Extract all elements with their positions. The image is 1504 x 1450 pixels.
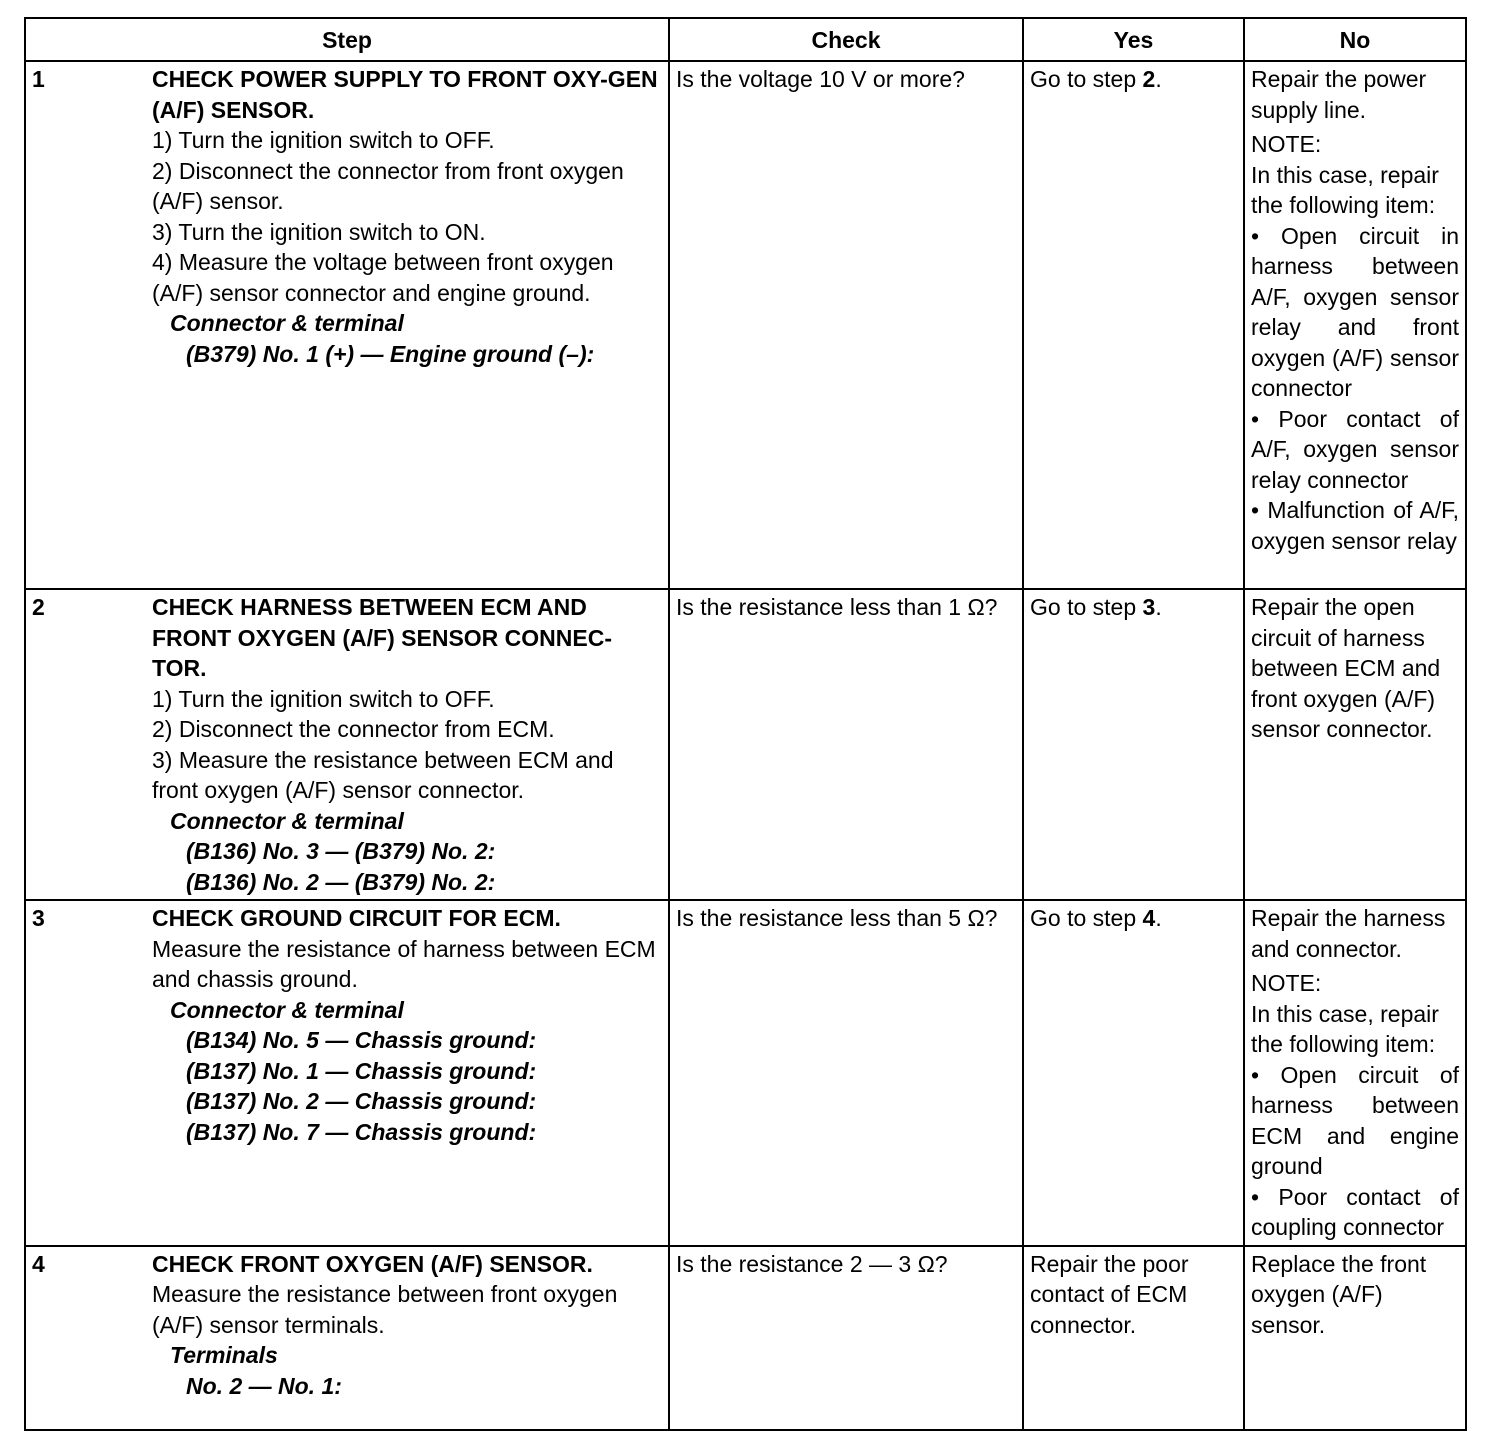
note-label: NOTE: — [1251, 131, 1322, 157]
column-header-step: Step — [25, 18, 669, 61]
note-bullet: • Open circuit of harness between ECM and engine ground — [1251, 1061, 1459, 1179]
no-cell — [1244, 61, 1466, 589]
no-cell — [1244, 1246, 1466, 1430]
spec-heading: Connector & terminal — [170, 310, 404, 336]
no-action: Replace the front oxygen (A/F) sensor. — [1251, 1250, 1427, 1338]
yes-prefix: Go to step — [1030, 594, 1143, 620]
step-title: CHECK FRONT OXYGEN (A/F) SENSOR. — [152, 1250, 593, 1277]
spec-heading: Terminals — [170, 1342, 278, 1368]
step-instruction: Measure the resistance between front oxygen (A/F) sensor terminals. — [152, 1281, 618, 1338]
step-instruction: Measure the resistance of harness between ECM and chassis ground. — [152, 935, 656, 992]
note-bullet: • Malfunction of A/F, oxygen sensor relay — [1251, 497, 1459, 554]
step-instruction: 3) Turn the ignition switch to ON. — [152, 218, 486, 245]
spec-heading: Connector & terminal — [170, 807, 404, 834]
yes-prefix: Go to step — [1030, 66, 1143, 92]
step-cell — [25, 1246, 669, 1430]
step-instruction: 4) Measure the voltage between front oxygen (A/F) sensor connector and engine ground. — [152, 249, 614, 306]
step-title: CHECK POWER SUPPLY TO FRONT OXY-GEN (A/F) SENSOR. — [152, 66, 658, 123]
note-text: In this case, repair the following item: — [1251, 161, 1439, 218]
step-number: 3 — [32, 905, 45, 931]
step-instruction: 2) Disconnect the connector from front oxygen (A/F) sensor. — [152, 157, 624, 214]
step-cell — [25, 61, 669, 589]
diagnostic-procedure-table — [24, 17, 1467, 1431]
yes-cell — [1023, 589, 1244, 900]
no-action: Repair the power supply line. — [1251, 66, 1427, 123]
spec-line: (B137) No. 2 — Chassis ground: — [186, 1088, 537, 1114]
spec-heading: Connector & terminal — [170, 996, 404, 1023]
spec-line: (B136) No. 3 — (B379) No. 2: — [186, 838, 496, 864]
no-cell — [1244, 589, 1466, 900]
step-title: CHECK GROUND CIRCUIT FOR ECM. — [152, 905, 561, 931]
table-row — [25, 61, 1466, 589]
yes-suffix: . — [1155, 66, 1162, 92]
step-instruction: 3) Measure the resistance between ECM and front oxygen (A/F) sensor connector. — [152, 746, 614, 803]
table-row — [25, 1246, 1466, 1430]
yes-cell — [1023, 900, 1244, 1246]
note-bullet: • Open circuit in harness between A/F, oxygen sensor relay and front oxygen (A/F) sensor connector — [1251, 222, 1459, 401]
yes-step-number: 3 — [1142, 594, 1156, 620]
no-action: Repair the open circuit of harness between ECM and front oxygen (A/F) sensor connector. — [1251, 594, 1441, 742]
yes-step-number: 2 — [1142, 66, 1156, 92]
step-title: CHECK HARNESS BETWEEN ECM AND FRONT OXYGEN (A/F) SENSOR CONNEC-TOR. — [152, 594, 613, 681]
yes-cell: Repair the poor contact of ECM connector. — [1023, 1246, 1244, 1430]
check-cell: Is the resistance less than 1 Ω? — [669, 589, 1023, 900]
note-label: NOTE: — [1251, 970, 1322, 996]
spec-line: No. 2 — No. 1: — [186, 1372, 342, 1399]
no-action: Repair the harness and connector. — [1251, 905, 1446, 962]
table-header-row — [25, 18, 1466, 61]
yes-suffix: . — [1155, 594, 1162, 620]
step-number: 1 — [32, 66, 45, 92]
check-cell: Is the resistance 2 — 3 Ω? — [669, 1246, 1023, 1430]
yes-suffix: . — [1155, 905, 1162, 931]
spec-line: (B137) No. 7 — Chassis ground: — [186, 1118, 537, 1145]
note-bullet: • Poor contact of coupling connector — [1251, 1183, 1459, 1240]
spec-line: (B379) No. 1 (+) — Engine ground (–): — [186, 340, 595, 367]
check-cell: Is the resistance less than 5 Ω? — [669, 900, 1023, 1246]
no-cell — [1244, 900, 1466, 1246]
table-row — [25, 589, 1466, 900]
spec-line: (B137) No. 1 — Chassis ground: — [186, 1057, 537, 1084]
step-cell — [25, 589, 669, 900]
yes-cell — [1023, 61, 1244, 589]
note-bullet: • Poor contact of A/F, oxygen sensor relay connector — [1251, 405, 1459, 493]
note-text: In this case, repair the following item: — [1251, 1000, 1439, 1057]
step-cell — [25, 900, 669, 1246]
table-row — [25, 900, 1466, 1246]
step-instruction: 1) Turn the ignition switch to OFF. — [152, 127, 495, 153]
step-instruction: 1) Turn the ignition switch to OFF. — [152, 685, 495, 712]
spec-line: (B136) No. 2 — (B379) No. 2: — [186, 868, 496, 895]
step-number: 4 — [32, 1250, 45, 1277]
spec-line: (B134) No. 5 — Chassis ground: — [186, 1027, 537, 1053]
yes-prefix: Go to step — [1030, 905, 1143, 931]
step-instruction: 2) Disconnect the connector from ECM. — [152, 716, 555, 742]
check-cell: Is the voltage 10 V or more? — [669, 61, 1023, 589]
step-number: 2 — [32, 594, 45, 620]
yes-step-number: 4 — [1142, 905, 1156, 931]
column-header-no: No — [1244, 18, 1466, 61]
column-header-check: Check — [669, 18, 1023, 61]
column-header-yes: Yes — [1023, 18, 1244, 61]
